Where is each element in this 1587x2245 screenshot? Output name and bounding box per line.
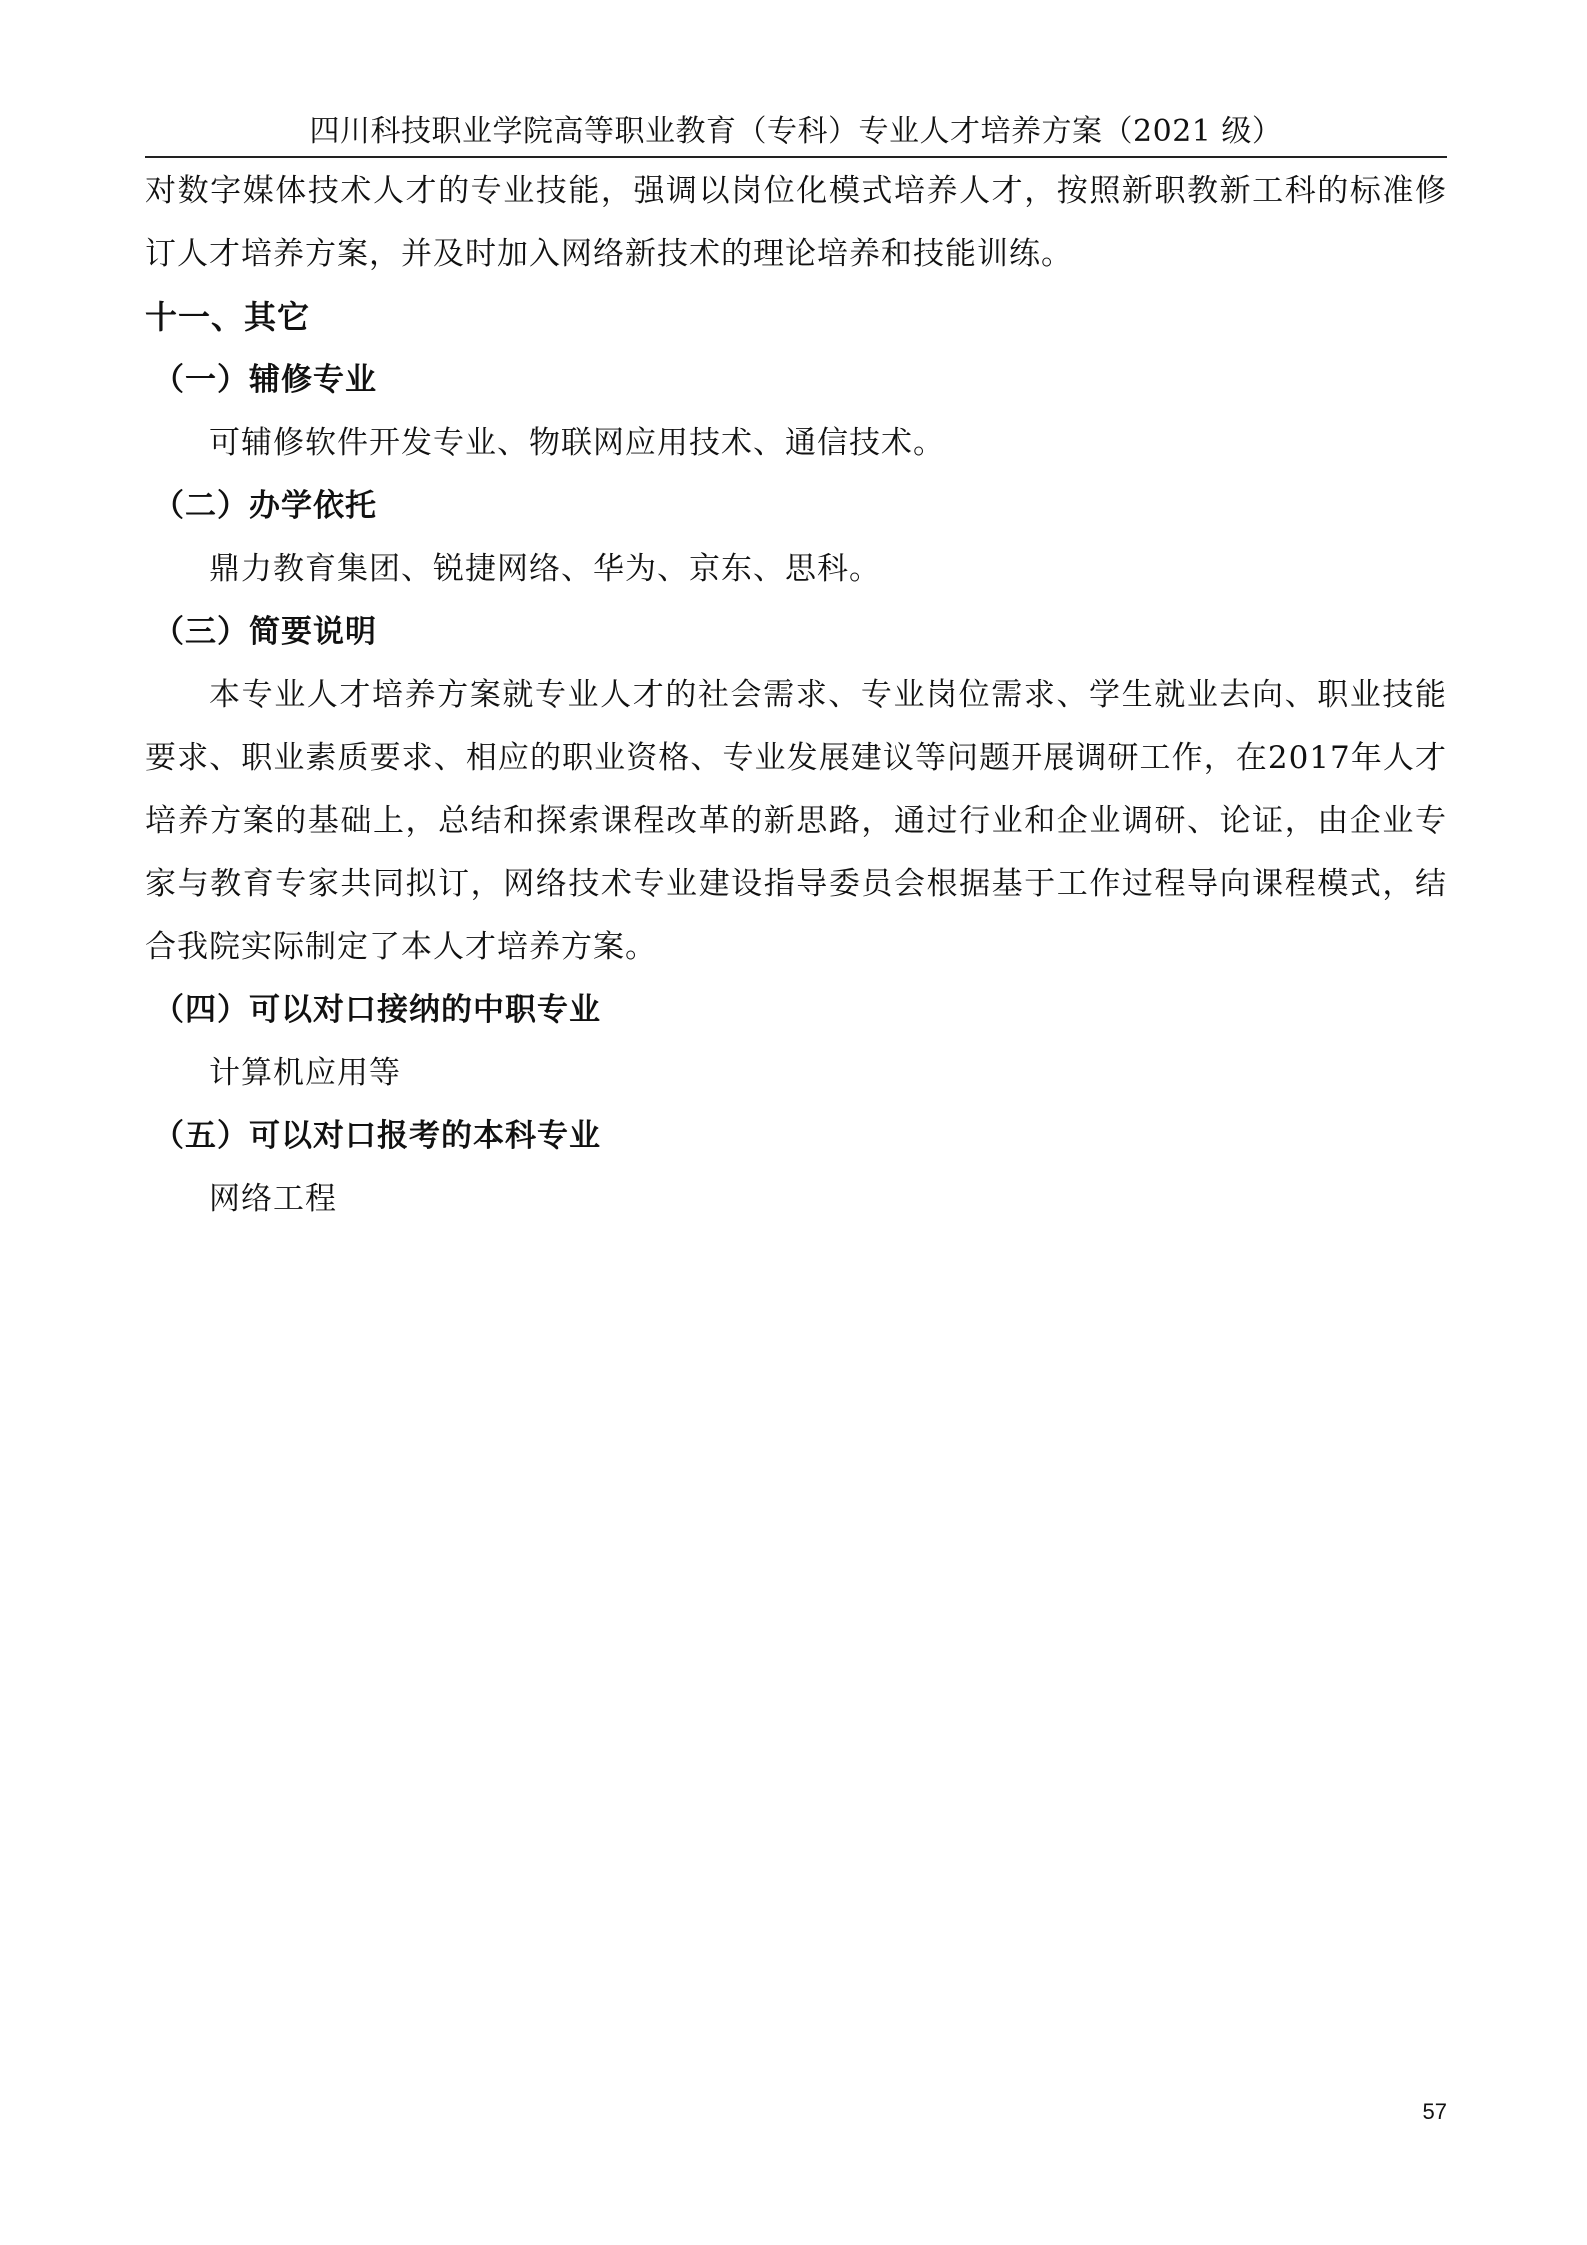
page-header: 四川科技职业学院高等职业教育（专科）专业人才培养方案（2021 级）: [309, 114, 1283, 149]
subsection-body-minor: 可辅修软件开发专业、物联网应用技术、通信技术。: [209, 425, 945, 461]
intro-paragraph: 对数字媒体技术人才的专业技能，强调以岗位化模式培养人才，按照新职教新工科的标准修订人才培养方案，并及时加入网络新技术的理论培养和技能训练。: [145, 173, 1447, 272]
page-number: 57: [1422, 2099, 1447, 2124]
subsection-body-vocational: 计算机应用等: [209, 1055, 401, 1091]
subsection-heading-summary: （三）简要说明: [153, 614, 377, 650]
subsection-heading-partners: （二）办学依托: [153, 488, 377, 524]
header-divider: [145, 156, 1447, 158]
subsection-body-partners: 鼎力教育集团、锐捷网络、华为、京东、思科。: [209, 551, 881, 587]
subsection-heading-undergraduate: （五）可以对口报考的本科专业: [153, 1118, 601, 1154]
subsection-heading-minor: （一）辅修专业: [153, 362, 377, 398]
document-body: [145, 160, 1447, 1231]
subsection-body-summary: 本专业人才培养方案就专业人才的社会需求、专业岗位需求、学生就业去向、职业技能要求、职业素质要求、相应的职业资格、专业发展建议等问题开展调研工作，在2017年人才培养方案的基础上，总结和探索课程改革的新思路，通过行业和企业调研、论证，由企业专家与教育专家共同拟订，网络技术专业建设指导委员会根据基于工作过程导向课程模式，结合我院实际制定了本人才培养方案。: [145, 677, 1447, 965]
section-title: 十一、其它: [145, 298, 311, 336]
subsection-body-undergraduate: 网络工程: [209, 1181, 337, 1217]
subsection-heading-vocational: （四）可以对口接纳的中职专业: [153, 992, 601, 1028]
